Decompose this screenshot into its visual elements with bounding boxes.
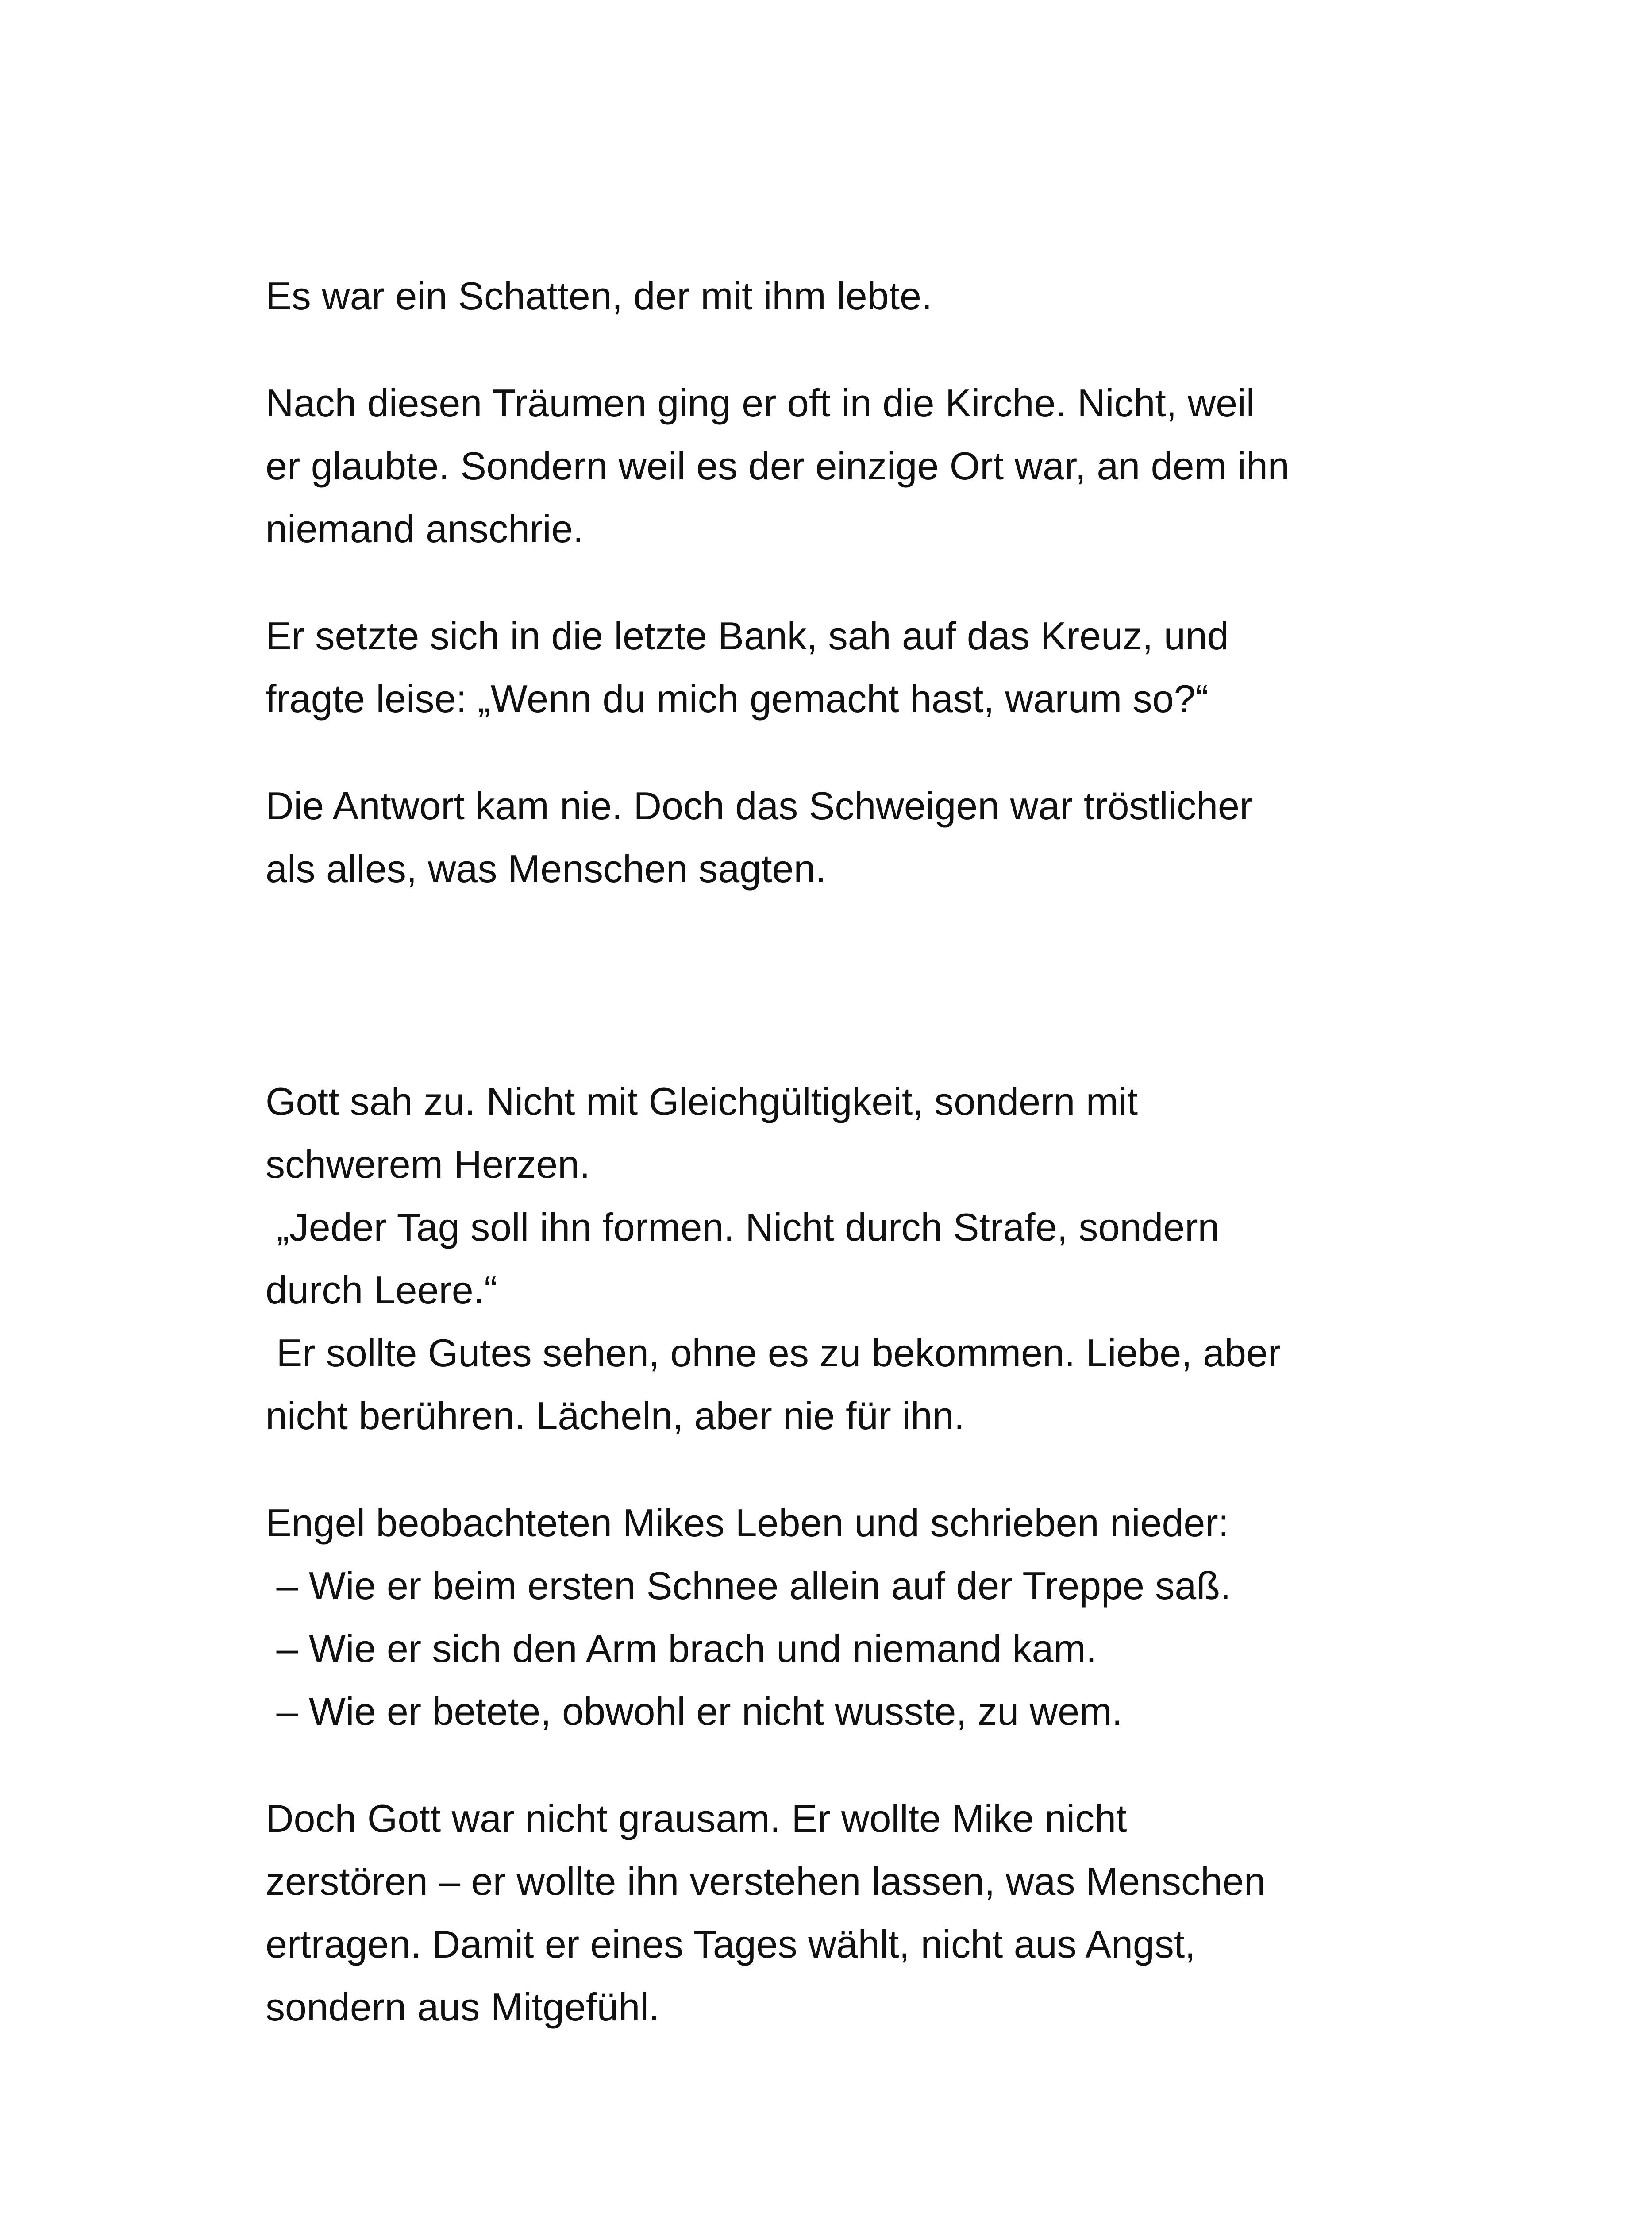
text-line: nicht berühren. Lächeln, aber nie für ihn. <box>266 1394 965 1438</box>
text-line: Engel beobachteten Mikes Leben und schrieben nieder: <box>266 1501 1229 1545</box>
text-line: niemand anschrie. <box>266 507 584 551</box>
paragraph <box>266 605 1398 730</box>
text-line: Er setzte sich in die letzte Bank, sah auf das Kreuz, und <box>266 614 1229 658</box>
text-line: er glaubte. Sondern weil es der einzige Ort war, an dem ihn <box>266 444 1290 488</box>
paragraph <box>266 372 1398 560</box>
paragraph <box>266 1492 1398 1743</box>
text-line: Es war ein Schatten, der mit ihm lebte. <box>266 274 932 318</box>
text-line: sondern aus Mitgefühl. <box>266 1985 660 2029</box>
text-line: fragte leise: „Wenn du mich gemacht hast, warum so?“ <box>266 677 1209 721</box>
text-line: Nach diesen Träumen ging er oft in die Kirche. Nicht, weil <box>266 381 1255 425</box>
text-line: Doch Gott war nicht grausam. Er wollte Mike nicht <box>266 1797 1127 1840</box>
text-line: als alles, was Menschen sagten. <box>266 847 826 891</box>
text-line: „Jeder Tag soll ihn formen. Nicht durch Strafe, sondern <box>266 1205 1220 1249</box>
list-item: – Wie er betete, obwohl er nicht wusste, zu wem. <box>266 1689 1123 1733</box>
text-line: Er sollte Gutes sehen, ohne es zu bekommen. Liebe, aber <box>266 1331 1281 1375</box>
paragraph <box>266 1787 1398 2039</box>
text-line: zerstören – er wollte ihn verstehen lassen, was Menschen <box>266 1859 1266 1903</box>
document-body <box>266 265 1398 2039</box>
text-line: Gott sah zu. Nicht mit Gleichgültigkeit, sondern mit <box>266 1080 1138 1123</box>
list-item: – Wie er sich den Arm brach und niemand kam. <box>266 1627 1097 1670</box>
paragraph <box>266 775 1398 900</box>
text-line: Die Antwort kam nie. Doch das Schweigen war tröstlicher <box>266 784 1253 828</box>
text-line: durch Leere.“ <box>266 1268 497 1312</box>
paragraph <box>266 265 1398 328</box>
text-line: schwerem Herzen. <box>266 1142 590 1186</box>
text-line: ertragen. Damit er eines Tages wählt, nicht aus Angst, <box>266 1922 1196 1966</box>
paragraph <box>266 1070 1398 1447</box>
list-item: – Wie er beim ersten Schnee allein auf der Treppe saß. <box>266 1564 1231 1608</box>
